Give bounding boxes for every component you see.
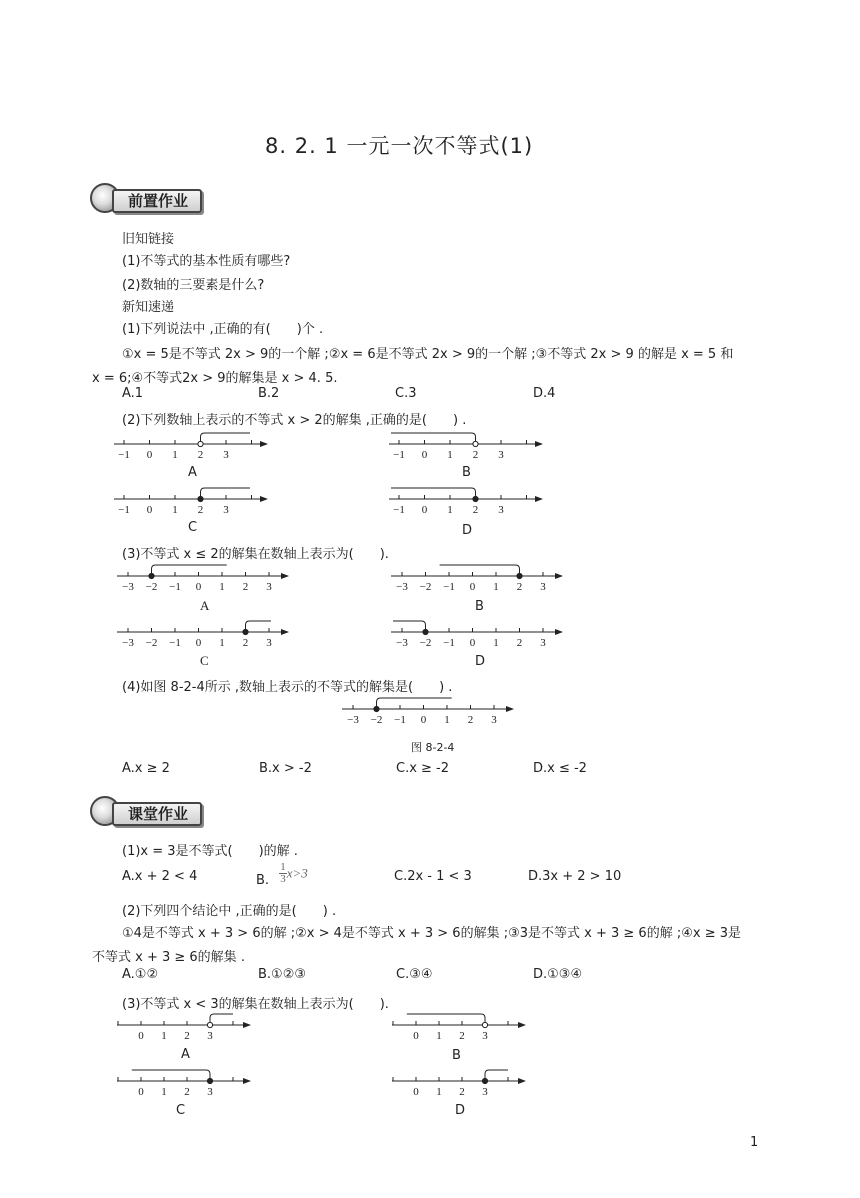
fraction-expression: $\frac{1}{3}$ x>3 [280,861,308,885]
number-line [387,483,557,523]
tick-label: −1 [118,504,130,516]
option: B. $\frac{1}{3}$ x>3 [256,861,308,888]
tick-label: 1 [219,637,225,649]
tick-label: 1 [447,504,453,516]
arrow-head [260,496,268,502]
tick-label: 2 [184,1086,190,1098]
tick-label: 1 [447,449,453,461]
tick-label: −3 [396,581,408,593]
question-text: (2)数轴的三要素是什么? [122,278,265,293]
question-text: (3)不等式 x ≤ 2的解集在数轴上表示为( ). [122,547,389,562]
number-line [340,693,525,733]
section-label: 新知速递 [122,300,175,315]
option-label: D [455,1103,466,1118]
open-point [473,441,478,446]
filled-point [149,573,154,578]
open-point [482,1022,487,1027]
tick-label: −3 [347,714,359,726]
question-text: (1)下列说法中 ,正确的有( )个 . [122,322,324,337]
question-text: 不等式 x + 3 ≥ 6的解集 . [92,950,245,965]
solution-ray [391,433,476,442]
tick-label: 3 [540,637,546,649]
arrow-head [518,1022,526,1028]
tick-label: −1 [169,581,181,593]
banner-label: 前置作业 [112,189,202,213]
tick-label: 3 [207,1086,213,1098]
tick-label: −3 [122,637,134,649]
option-label: D [462,523,473,538]
tick-label: 1 [493,637,499,649]
option: D.3x + 2 > 10 [528,869,622,884]
open-point [198,441,203,446]
tick-label: 0 [195,581,202,593]
tick-label: 3 [491,714,497,726]
tick-label: 1 [172,504,178,516]
number-line [387,428,557,468]
option: D.①③④ [533,967,583,982]
arrow-head [518,1078,526,1084]
tick-label: 2 [459,1086,465,1098]
tick-label: 2 [516,581,523,593]
question-text: (2)下列四个结论中 ,正确的是( ) . [122,904,337,919]
tick-label: 0 [469,637,476,649]
arrow-head [243,1078,251,1084]
solution-ray [485,1070,508,1079]
option-label: C [200,653,209,668]
tick-label: −2 [145,637,158,649]
arrow-head [506,706,514,712]
number-line [112,428,282,468]
tick-label: 3 [498,504,504,516]
tick-label: 3 [223,504,229,516]
tick-label: 3 [223,449,229,461]
arrow-head [555,573,563,579]
question-text: (4)如图 8-2-4所示 ,数轴上表示的不等式的解集是( ) . [122,680,453,695]
option: A.1 [122,386,144,401]
tick-label: 3 [482,1086,488,1098]
figure-caption: 图 8-2-4 [411,741,455,754]
tick-label: −1 [394,714,406,726]
tick-label: −1 [393,449,405,461]
tick-label: 1 [436,1086,442,1098]
solution-ray [132,1070,210,1079]
tick-label: 2 [472,504,479,516]
solution-ray [393,621,426,630]
number-line [115,616,300,656]
section-banner-class [90,796,215,828]
solution-ray [246,621,272,630]
banner-label: 课堂作业 [112,802,202,826]
tick-label: 2 [459,1030,465,1042]
number-line [390,1065,535,1105]
tick-label: 0 [146,504,153,516]
option-label: B [462,465,471,480]
tick-label: −2 [419,581,432,593]
section-label: 旧知链接 [122,232,175,247]
option: D.x ≤ -2 [533,761,587,776]
page-title: 8. 2. 1 一元一次不等式(1) [265,134,534,158]
tick-label: 1 [493,581,499,593]
option-label: A [200,598,210,613]
tick-label: 0 [421,449,428,461]
tick-label: 0 [420,714,427,726]
tick-label: 1 [444,714,450,726]
tick-label: 3 [266,637,272,649]
solution-ray [201,433,251,442]
solution-ray [377,698,452,707]
option-label: B [475,599,484,614]
tick-label: 2 [467,714,474,726]
filled-point [517,573,522,578]
page-number: 1 [750,1135,759,1150]
solution-ray [201,488,251,497]
tick-label: 0 [138,1086,144,1098]
solution-ray [210,1014,233,1023]
option: A.①② [122,967,159,982]
option: C.x ≥ -2 [396,761,450,776]
filled-point [198,496,203,501]
question-text: (2)下列数轴上表示的不等式 x > 2的解集 ,正确的是( ) . [122,413,467,428]
tick-label: −3 [122,581,134,593]
tick-label: 3 [482,1030,488,1042]
solution-ray [407,1014,485,1023]
tick-label: 3 [498,449,504,461]
arrow-head [555,629,563,635]
tick-label: 0 [421,504,428,516]
tick-label: −1 [169,637,181,649]
tick-label: 2 [197,504,204,516]
option-label: C [188,520,198,535]
tick-label: 2 [197,449,204,461]
tick-label: 3 [266,581,272,593]
question-text: (3)不等式 x < 3的解集在数轴上表示为( ). [122,997,389,1012]
option: B.2 [258,386,280,401]
open-point [207,1022,212,1027]
option: B.①②③ [258,967,307,982]
filled-point [473,496,478,501]
tick-label: −1 [118,449,130,461]
tick-label: 2 [184,1030,190,1042]
tick-label: −1 [393,504,405,516]
section-banner-pre [90,183,215,215]
solution-ray [440,565,520,574]
number-line [115,1065,260,1105]
option-label: A [181,1047,190,1062]
option-label: D [475,654,486,669]
filled-point [482,1078,487,1083]
tick-label: 2 [472,449,479,461]
number-line [389,616,574,656]
number-line [115,560,300,600]
question-text: (1)不等式的基本性质有哪些? [122,254,291,269]
tick-label: 1 [161,1086,167,1098]
arrow-head [535,496,543,502]
number-line [115,1009,260,1049]
option: B.x > -2 [259,761,312,776]
tick-label: 1 [161,1030,167,1042]
solution-ray [391,488,476,497]
arrow-head [243,1022,251,1028]
tick-label: 1 [172,449,178,461]
tick-label: 3 [540,581,546,593]
filled-point [423,629,428,634]
tick-label: 0 [413,1030,419,1042]
solution-ray [152,565,227,574]
tick-label: −1 [443,637,455,649]
question-text: ①4是不等式 x + 3 > 6的解 ;②x > 4是不等式 x + 3 > 6的解集 ;③3是不等式 x + 3 ≥ 6的解 ;④x ≥ 3是 [122,926,741,941]
tick-label: −1 [443,581,455,593]
number-line [390,1009,535,1049]
tick-label: 0 [146,449,153,461]
tick-label: 0 [195,637,202,649]
tick-label: 3 [207,1030,213,1042]
arrow-head [281,573,289,579]
question-text: ①x = 5是不等式 2x > 9的一个解 ;②x = 6是不等式 2x > 9的一个解 ;③不等式 2x > 9 的解是 x = 5 和 [122,347,734,362]
tick-label: 0 [138,1030,144,1042]
question-text: x = 6;④不等式2x > 9的解集是 x > 4. 5. [92,371,338,386]
option-label: B [452,1048,461,1063]
question-text: (1)x = 3是不等式( )的解 . [122,844,298,859]
tick-label: −3 [396,637,408,649]
option: C.③④ [396,967,433,982]
tick-label: 2 [242,637,249,649]
arrow-head [281,629,289,635]
tick-label: 1 [219,581,225,593]
arrow-head [535,441,543,447]
arrow-head [260,441,268,447]
option-label: A [188,465,197,480]
tick-label: −2 [145,581,158,593]
number-line [112,483,282,523]
option-label: C [176,1103,186,1118]
filled-point [243,629,248,634]
tick-label: 1 [436,1030,442,1042]
option: A.x + 2 < 4 [122,869,198,884]
tick-label: −2 [370,714,383,726]
filled-point [207,1078,212,1083]
tick-label: 2 [516,637,523,649]
option: C.3 [395,386,417,401]
tick-label: −2 [419,637,432,649]
tick-label: 2 [242,581,249,593]
option: C.2x - 1 < 3 [394,869,472,884]
option: A.x ≥ 2 [122,761,170,776]
number-line [389,560,574,600]
filled-point [374,706,379,711]
tick-label: 0 [469,581,476,593]
option: D.4 [533,386,556,401]
tick-label: 0 [413,1086,419,1098]
